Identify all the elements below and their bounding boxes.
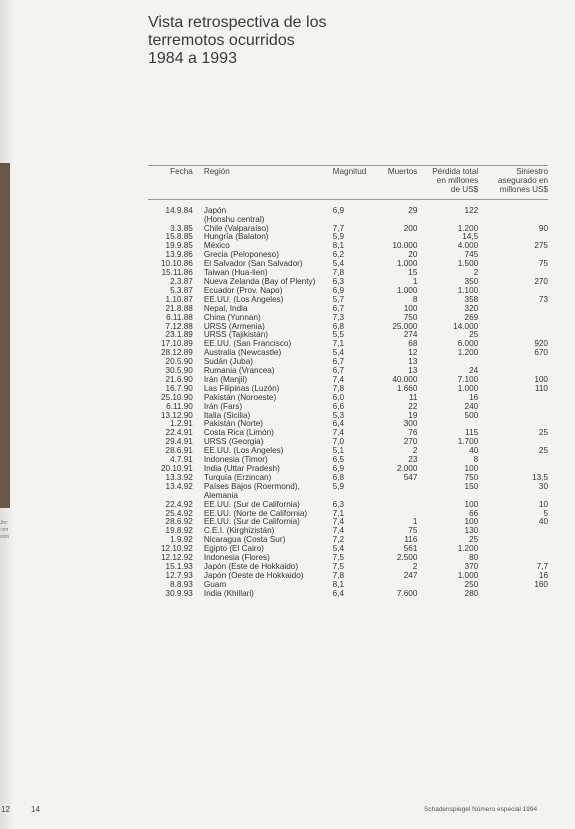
cell-region-line: Taiwan (Hua-lien) — [203, 268, 268, 278]
cell-magnitude: 5,4 — [332, 348, 345, 358]
title-line-3: 1984 a 1993 — [148, 50, 237, 67]
cell-region-line: EE.UU. (Norte de California) — [203, 508, 308, 518]
cell-date: 20.5.90 — [165, 357, 193, 367]
cell-date: 2.3.87 — [170, 276, 193, 286]
cell-date: 21.6.90 — [165, 374, 193, 384]
cell-deaths: 100 — [403, 303, 418, 313]
cell-region — [193, 483, 331, 501]
header-region: Región — [203, 167, 230, 176]
cell-date: 6.11.88 — [166, 312, 193, 322]
cell-date: 6.11.90 — [166, 401, 193, 411]
cell-insured-loss: 75 — [538, 259, 548, 269]
title-line-2: terremotos ocurridos — [148, 32, 295, 49]
cell-region-line: Nueva Zelanda (Bay of Plenty) — [203, 276, 316, 286]
cell-total-loss: 370 — [464, 561, 479, 571]
cell-date: 25.4.92 — [165, 508, 193, 518]
cell-deaths: 200 — [403, 223, 418, 233]
cell-insured-loss — [478, 314, 548, 323]
cell-deaths: 116 — [404, 535, 418, 545]
cell-date: 14.9.84 — [165, 205, 193, 215]
cell-date: 12.12.92 — [160, 553, 193, 563]
cell-insured-loss: 920 — [534, 339, 548, 349]
cell-magnitude: 7,4 — [332, 517, 345, 527]
cell-total-loss: 130 — [464, 526, 479, 536]
cell-total-loss: 745 — [464, 250, 479, 260]
cell-deaths: 1.000 — [396, 259, 418, 269]
cell-total-loss: 250 — [464, 579, 479, 589]
cell-magnitude: 7,4 — [332, 526, 345, 536]
cell-deaths: 19 — [408, 410, 418, 420]
cell-region-line: URSS (Armenia) — [203, 321, 265, 331]
cell-region-line: (Honshu central) — [203, 214, 265, 224]
cell-magnitude: 7,2 — [332, 535, 345, 545]
cell-insured-loss: 275 — [534, 241, 548, 251]
cell-deaths: 2.000 — [396, 464, 418, 473]
cell-magnitude: 6,8 — [332, 321, 345, 331]
cell-region-line: México — [203, 241, 230, 251]
cell-total-loss: 1.700 — [457, 437, 479, 447]
cell-date: 10.10.86 — [160, 259, 193, 269]
cell-region-line: China (Yunnan) — [203, 312, 261, 322]
cell-date: 30.9.93 — [165, 588, 193, 598]
cell-date: 3.3.85 — [170, 223, 193, 233]
cell-magnitude: 8,1 — [332, 241, 345, 251]
cell-date: 12.7.93 — [165, 570, 193, 580]
cell-date: 28.6.92 — [165, 517, 193, 527]
header-insured-loss-line-3: millones US$ — [499, 184, 548, 194]
cell-insured-loss — [478, 527, 548, 536]
cell-insured-loss: 25 — [538, 428, 548, 438]
cell-deaths: 29 — [408, 205, 418, 215]
cell-region-line: Pakistán (Noroeste) — [203, 392, 277, 402]
cell-deaths: 274 — [403, 330, 418, 340]
cell-deaths: 40.000 — [392, 374, 418, 384]
cell-total-loss: 240 — [464, 401, 479, 411]
cell-region-line: Pakistán (Norte) — [203, 419, 263, 429]
cell-region-line: Sudán (Juba) — [203, 357, 254, 367]
cell-insured-loss: 100 — [534, 374, 548, 384]
cell-insured-loss — [478, 323, 548, 332]
cell-magnitude: 8,1 — [332, 579, 345, 589]
cell-deaths — [376, 483, 418, 501]
cell-region-line: Turquía (Erzincan) — [203, 472, 272, 482]
cell-total-loss: 14,5 — [462, 232, 479, 242]
cell-deaths: 750 — [403, 312, 418, 322]
cell-insured-loss — [478, 394, 548, 403]
cell-deaths: 270 — [403, 437, 418, 447]
cell-insured-loss: 40 — [538, 517, 548, 527]
cell-deaths: 2 — [412, 561, 418, 571]
cell-date: 28.6.91 — [165, 446, 193, 456]
cell-region-line: Países Bajos (Roermond), — [203, 481, 300, 491]
cell-insured-loss: 10 — [538, 499, 548, 509]
cell-deaths: 300 — [403, 419, 418, 429]
cell-region-line: India (Khillari) — [203, 588, 254, 598]
cell-date: 13.3.92 — [165, 472, 193, 482]
cell-magnitude: 6,4 — [332, 588, 345, 598]
header-total-loss-line-1: Pérdida total — [432, 167, 479, 176]
cell-date: 22.4.92 — [165, 499, 193, 509]
cell-deaths: 2.500 — [396, 553, 418, 563]
cell-magnitude: 7,4 — [332, 428, 345, 438]
cell-region-line: Egipto (El Cairo) — [203, 544, 264, 554]
cell-deaths: 247 — [403, 570, 418, 580]
cell-date: 12.10.92 — [160, 544, 193, 554]
cell-region-line: Chile (Valparaíso) — [203, 223, 269, 233]
cell-total-loss: 1.100 — [457, 285, 479, 295]
cell-insured-loss: 110 — [534, 383, 548, 393]
adjacent-page-photo-edge — [0, 163, 10, 508]
cell-magnitude: 7,5 — [332, 561, 345, 571]
cell-deaths: 22 — [408, 401, 418, 411]
cell-region-line: El Salvador (San Salvador) — [203, 259, 303, 269]
cell-total-loss: 1.200 — [457, 223, 479, 233]
cell-date: 23.1.89 — [165, 330, 193, 340]
cell-deaths: 2 — [412, 446, 418, 456]
cell-date: 13.4.92 — [165, 481, 193, 491]
cell-region-line: Japón (Este de Hokkaido) — [203, 561, 299, 571]
cell-deaths: 15 — [408, 268, 418, 278]
cell-region-line: EE.UU. (Sur de California) — [203, 499, 300, 509]
page-title — [148, 14, 448, 68]
cell-total-loss: 350 — [464, 276, 479, 286]
cell-deaths: 547 — [403, 472, 418, 482]
cell-total-loss: 16 — [469, 392, 479, 402]
cell-date: 15.8.85 — [165, 232, 193, 242]
cell-total-loss: 500 — [464, 410, 479, 420]
cell-insured-loss: 13,5 — [532, 472, 548, 482]
earthquake-table — [148, 165, 548, 599]
cell-region-line: Alemania — [203, 490, 238, 500]
cell-date: 21.8.88 — [165, 303, 193, 313]
cell-total-loss: 1.200 — [457, 544, 479, 554]
cell-magnitude: 7,0 — [332, 437, 345, 447]
cell-date: 30.5.90 — [165, 366, 193, 376]
cell-total-loss: 100 — [464, 517, 479, 527]
cell-total-loss: 24 — [469, 366, 479, 376]
cell-deaths: 1.660 — [396, 383, 418, 393]
cell-total-loss: 8 — [473, 455, 479, 465]
table-body — [148, 199, 548, 598]
cell-insured-loss — [478, 536, 548, 545]
cell-insured-loss — [478, 199, 548, 224]
cell-magnitude: 5,3 — [332, 410, 345, 420]
cell-region-line: Irán (Manjil) — [203, 374, 248, 384]
cell-deaths: 11 — [408, 392, 418, 402]
cell-region-line: Guam — [203, 579, 227, 589]
cell-deaths: 561 — [403, 544, 418, 554]
cell-magnitude: 6,7 — [332, 357, 345, 367]
cell-deaths: 68 — [408, 339, 418, 349]
cell-magnitude: 7,8 — [332, 570, 345, 580]
cell-date: 13.12.90 — [160, 410, 193, 420]
cell-region — [193, 590, 331, 599]
cell-magnitude: 5,9 — [332, 232, 345, 242]
cell-insured-loss — [478, 403, 548, 412]
cell-magnitude: 7,1 — [332, 508, 345, 518]
cell-magnitude: 5,4 — [332, 259, 345, 269]
cell-date: 25.10.90 — [160, 392, 193, 402]
title-line-1: Vista retrospectiva de los — [148, 14, 327, 31]
cell-date: 7.12.88 — [165, 321, 193, 331]
cell-total-loss: 14.000 — [453, 321, 479, 331]
cell-insured-loss — [478, 358, 548, 367]
cell-insured-loss: 25 — [538, 446, 548, 456]
cell-insured-loss: 16 — [538, 570, 548, 580]
cell-deaths: 75 — [408, 526, 418, 536]
cell-region-line: India (Uttar Pradesh) — [203, 464, 280, 473]
cell-total-loss: 115 — [465, 428, 479, 438]
cell-magnitude: 7,8 — [332, 268, 345, 278]
cell-total-loss: 80 — [469, 553, 479, 563]
cell-total-loss: 750 — [464, 472, 479, 482]
cell-date: 28.12.89 — [160, 348, 193, 358]
cell-total-loss: 100 — [464, 499, 479, 509]
header-insured-loss — [478, 166, 548, 200]
cell-deaths: 20 — [408, 250, 418, 260]
header-total-loss — [417, 166, 478, 200]
table-row — [148, 483, 548, 501]
cell-total-loss: 25 — [469, 535, 479, 545]
cell-date: 20.10.91 — [160, 464, 193, 473]
page-number: 14 — [31, 805, 40, 814]
cell-region-line: Rumania (Vrancea) — [203, 366, 275, 376]
cell-date: 4.7.91 — [170, 455, 193, 465]
cell-magnitude: 6,4 — [332, 419, 345, 429]
cell-region-line: URSS (Tajikistán) — [203, 330, 268, 340]
cell-magnitude: 6,0 — [332, 392, 345, 402]
cell-magnitude: 6,6 — [332, 401, 345, 411]
cell-region-line: Grecia (Peloponeso) — [203, 250, 279, 260]
cell-date: 1.10.87 — [165, 294, 193, 304]
cell-deaths: 1 — [412, 517, 418, 527]
cell-date: 22.4.91 — [165, 428, 193, 438]
cell-total-loss: 4.000 — [457, 241, 479, 251]
cell-deaths: 8 — [412, 294, 418, 304]
cell-insured-loss — [478, 305, 548, 314]
cell-date: 16.7.90 — [165, 383, 193, 393]
cell-region-line: Nepal, India — [203, 303, 248, 313]
cell-insured-loss — [478, 287, 548, 296]
cell-deaths — [376, 501, 418, 510]
cell-deaths: 7.600 — [396, 588, 418, 598]
cell-magnitude: 6,3 — [332, 499, 345, 509]
cell-total-loss: 1.200 — [457, 348, 479, 358]
cell-total-loss: 2 — [473, 268, 479, 278]
cell-insured-loss: 30 — [538, 481, 548, 491]
cell-deaths: 12 — [408, 348, 418, 358]
cell-date: 17.10.89 — [160, 339, 193, 349]
cell-date: 15.1.93 — [165, 561, 193, 571]
publication-footer: Schadenspiegel Número especial 1994 — [424, 806, 538, 813]
cell-insured-loss: 160 — [534, 579, 548, 589]
adjacent-page-text-1: Jnc — [0, 520, 8, 526]
table-row — [148, 590, 548, 599]
cell-magnitude: 6,7 — [332, 303, 345, 313]
table-row — [148, 199, 548, 224]
cell-magnitude: 6,9 — [332, 285, 345, 295]
cell-region-line: EE.UU. (Sur de California) — [203, 517, 300, 527]
cell-region-line: Hungría (Balaton) — [203, 232, 269, 242]
header-date: Fecha — [170, 167, 193, 176]
cell-total-loss: 25 — [469, 330, 479, 340]
adjacent-page-number: 12 — [1, 805, 10, 814]
cell-region-line: Nicaragua (Costa Sur) — [203, 535, 286, 545]
cell-total-loss: 269 — [464, 312, 479, 322]
cell-total-loss: 100 — [464, 464, 479, 473]
cell-deaths: 23 — [408, 455, 418, 465]
cell-insured-loss — [478, 438, 548, 447]
cell-region-line: Ecuador (Prov. Napo) — [203, 285, 283, 295]
cell-deaths: 13 — [408, 366, 418, 376]
cell-deaths — [376, 510, 418, 519]
cell-deaths: 10.000 — [392, 241, 418, 251]
header-deaths: Muertos — [387, 167, 418, 176]
header-total-loss-line-2: en millones — [436, 175, 479, 185]
cell-magnitude: 7,4 — [332, 374, 345, 384]
cell-magnitude: 5,5 — [332, 330, 345, 340]
cell-region-line: EE.UU. (San Francisco) — [203, 339, 292, 349]
cell-magnitude: 6,2 — [332, 250, 345, 260]
cell-insured-loss: 73 — [538, 294, 548, 304]
cell-deaths: 13 — [408, 357, 418, 367]
cell-magnitude: 5,4 — [332, 544, 345, 554]
cell-total-loss: 320 — [464, 303, 479, 313]
cell-date: 13.9.86 — [165, 250, 193, 260]
cell-region-line: URSS (Georgia) — [203, 437, 264, 447]
cell-magnitude: 7,3 — [332, 312, 345, 322]
cell-deaths: 1.000 — [396, 285, 418, 295]
cell-date: 5.3.87 — [170, 285, 193, 295]
cell-insured-loss: 5 — [543, 508, 548, 518]
cell-insured-loss: 7,7 — [536, 561, 548, 571]
cell-magnitude: 6,8 — [332, 472, 345, 482]
cell-date: 1.9.92 — [170, 535, 193, 545]
cell-magnitude: 5,7 — [332, 294, 345, 304]
adjacent-page-text-3: sión — [0, 534, 10, 540]
cell-region-line: Las Filipinas (Luzón) — [203, 383, 280, 393]
cell-total-loss: 1.000 — [457, 383, 479, 393]
cell-region-line: C.E.I. (Kirghizistán) — [203, 526, 275, 536]
cell-insured-loss: 670 — [534, 348, 548, 358]
cell-deaths: 76 — [408, 428, 418, 438]
cell-total-loss: 358 — [464, 294, 479, 304]
cell-region-line: EE.UU. (Los Angeles) — [203, 294, 284, 304]
cell-date: 19.9.85 — [165, 241, 193, 251]
cell-deaths: 25.000 — [392, 321, 418, 331]
cell-magnitude: 6,9 — [332, 464, 345, 473]
cell-total-loss: 40 — [469, 446, 479, 456]
cell-magnitude: 5,9 — [332, 481, 345, 491]
cell-magnitude: 6,9 — [332, 205, 345, 215]
cell-magnitude: 6,3 — [332, 276, 345, 286]
cell-region-line: Japón — [203, 205, 227, 215]
cell-insured-loss — [478, 420, 548, 429]
cell-total-loss: 150 — [464, 481, 479, 491]
header-insured-loss-line-2: asegurado en — [497, 175, 548, 185]
cell-region — [193, 199, 331, 224]
cell-region-line: Indonesia (Flores) — [203, 553, 270, 563]
cell-date: 8.8.93 — [170, 579, 193, 589]
cell-magnitude: 6,7 — [332, 366, 345, 376]
cell-magnitude: 7,8 — [332, 383, 345, 393]
table-header — [148, 166, 548, 200]
cell-deaths: 1 — [412, 276, 418, 286]
cell-magnitude: 7,5 — [332, 553, 345, 563]
cell-region-line: EE.UU. (Los Angeles) — [203, 446, 284, 456]
header-insured-loss-line-1: Siniestro — [516, 167, 548, 176]
cell-insured-loss — [478, 412, 548, 421]
cell-magnitude: 6,5 — [332, 455, 345, 465]
cell-region-line: Australia (Newcastle) — [203, 348, 282, 358]
cell-region-line: Indonesia (Timor) — [203, 455, 268, 465]
cell-total-loss: 6.000 — [457, 339, 479, 349]
adjacent-page-text-2: :om — [0, 527, 9, 533]
cell-insured-loss: 90 — [538, 223, 548, 233]
cell-magnitude: 7,1 — [332, 339, 345, 349]
cell-date: 15.11.86 — [161, 268, 193, 278]
cell-magnitude: 7,7 — [332, 223, 345, 233]
cell-region-line: Japón (Oeste de Hokkaido) — [203, 570, 304, 580]
cell-date: 19.8.92 — [165, 526, 193, 536]
cell-insured-loss — [478, 251, 548, 260]
cell-total-loss: 280 — [464, 588, 479, 598]
cell-date: 1.2.91 — [170, 419, 193, 429]
header-total-loss-line-3: de US$ — [450, 184, 479, 194]
cell-date: 29.4.91 — [165, 437, 193, 447]
cell-region-line: Irán (Fars) — [203, 401, 243, 411]
cell-total-loss: 1.000 — [457, 570, 479, 580]
cell-magnitude: 5,1 — [332, 446, 345, 456]
cell-insured-loss — [478, 545, 548, 554]
cell-insured-loss — [478, 456, 548, 465]
cell-total-loss: 66 — [469, 508, 479, 518]
cell-region-line: Italia (Sicilia) — [203, 410, 251, 420]
cell-region-line: Costa Rica (Limón) — [203, 428, 274, 438]
cell-total-loss: 1.500 — [457, 259, 479, 269]
cell-total-loss: 122 — [464, 205, 479, 215]
cell-insured-loss — [478, 590, 548, 599]
cell-insured-loss: 270 — [534, 276, 548, 286]
header-magnitude: Magnitud — [332, 167, 367, 176]
cell-total-loss: 7.100 — [457, 374, 479, 384]
